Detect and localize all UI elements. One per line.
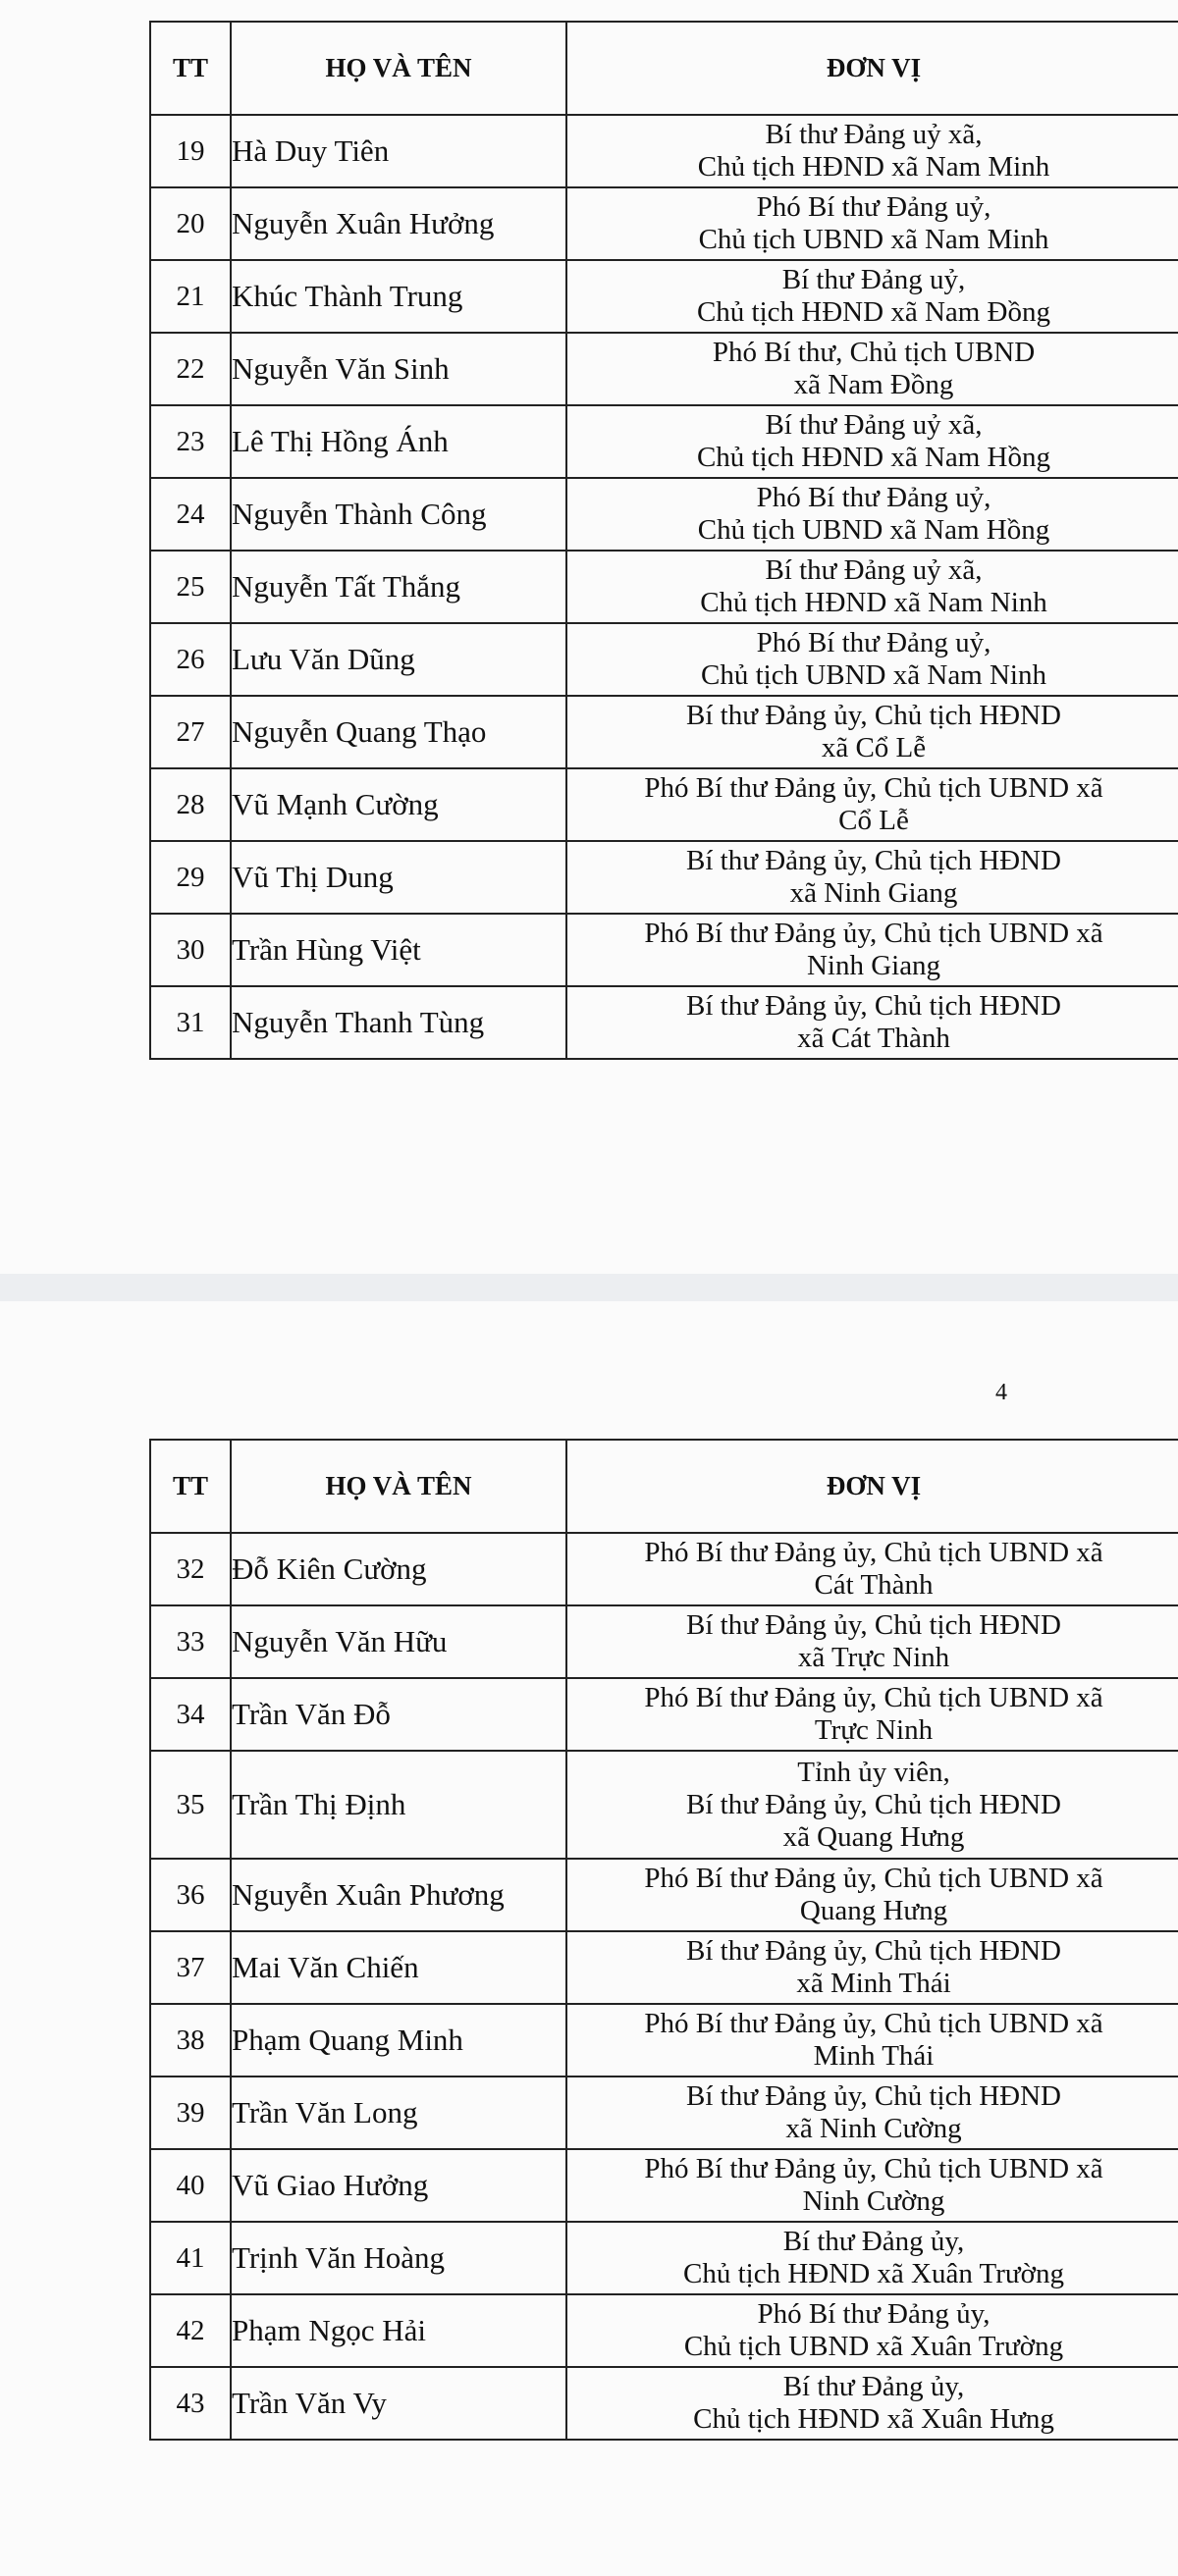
unit-line: Chủ tịch UBND xã Nam Hồng (697, 514, 1050, 546)
person-name: Nguyễn Văn Sinh (231, 333, 566, 405)
unit-line: Bí thư Đảng uỷ, (781, 264, 966, 295)
unit-line: Cát Thành (814, 1569, 934, 1601)
unit-cell (566, 551, 1178, 623)
unit-line: xã Minh Thái (796, 1968, 951, 1999)
person-name: Vũ Giao Hưởng (231, 2149, 566, 2222)
table-row (150, 551, 1178, 623)
row-number: 22 (150, 333, 231, 405)
unit-line: Chủ tịch UBND xã Xuân Trường (683, 2331, 1064, 2362)
roster-table-page-2 (149, 1439, 1178, 2441)
document-page-1 (0, 0, 1178, 1274)
row-number: 35 (150, 1751, 231, 1859)
row-number: 40 (150, 2149, 231, 2222)
row-number: 19 (150, 115, 231, 187)
row-number: 36 (150, 1859, 231, 1931)
person-name: Lưu Văn Dũng (231, 623, 566, 696)
unit-line: Bí thư Đảng ủy, Chủ tịch HĐND (686, 700, 1061, 731)
unit-line: Chủ tịch UBND xã Nam Ninh (701, 659, 1046, 691)
unit-cell (566, 2222, 1178, 2294)
row-number: 33 (150, 1605, 231, 1678)
unit-line: Phó Bí thư Đảng ủy, Chủ tịch UBND xã (644, 918, 1103, 949)
unit-line: Ninh Cường (802, 2185, 945, 2217)
table-row (150, 696, 1178, 768)
unit-cell (566, 986, 1178, 1059)
unit-cell (566, 768, 1178, 841)
header-unit: ĐƠN VỊ (566, 22, 1178, 115)
row-number: 21 (150, 260, 231, 333)
table-row (150, 478, 1178, 551)
table-row (150, 1533, 1178, 1605)
row-number: 38 (150, 2004, 231, 2077)
table-row (150, 1859, 1178, 1931)
unit-line: Bí thư Đảng uỷ xã, (765, 119, 983, 150)
table-row (150, 2077, 1178, 2149)
table-row (150, 2149, 1178, 2222)
table-row (150, 768, 1178, 841)
unit-cell (566, 1859, 1178, 1931)
unit-line: Bí thư Đảng ủy, (782, 2226, 965, 2257)
unit-cell (566, 1931, 1178, 2004)
unit-cell (566, 405, 1178, 478)
table-row (150, 115, 1178, 187)
header-name: HỌ VÀ TÊN (231, 1440, 566, 1533)
person-name: Vũ Mạnh Cường (231, 768, 566, 841)
row-number: 30 (150, 914, 231, 986)
unit-line: xã Nam Đồng (793, 369, 954, 400)
table-row (150, 187, 1178, 260)
person-name: Phạm Quang Minh (231, 2004, 566, 2077)
unit-line: Bí thư Đảng ủy, Chủ tịch HĐND (686, 2080, 1061, 2112)
row-number: 37 (150, 1931, 231, 2004)
row-number: 32 (150, 1533, 231, 1605)
row-number: 28 (150, 768, 231, 841)
unit-line: Bí thư Đảng ủy, Chủ tịch HĐND (686, 990, 1061, 1022)
unit-line: xã Quang Hưng (782, 1820, 965, 1853)
person-name: Trần Văn Vy (231, 2367, 566, 2440)
person-name: Trần Thị Định (231, 1751, 566, 1859)
table-row (150, 405, 1178, 478)
unit-line: Phó Bí thư Đảng ủy, Chủ tịch UBND xã (644, 1537, 1103, 1568)
person-name: Mai Văn Chiến (231, 1931, 566, 2004)
unit-line: Phó Bí thư Đảng ủy, Chủ tịch UBND xã (644, 2153, 1103, 2184)
row-number: 39 (150, 2077, 231, 2149)
unit-line: xã Cát Thành (797, 1023, 950, 1054)
row-number: 43 (150, 2367, 231, 2440)
table-row (150, 986, 1178, 1059)
row-number: 24 (150, 478, 231, 551)
unit-line: Phó Bí thư Đảng uỷ, (756, 191, 991, 223)
unit-cell (566, 2149, 1178, 2222)
unit-line: Bí thư Đảng uỷ xã, (765, 409, 983, 441)
unit-line: Minh Thái (813, 2040, 935, 2072)
person-name: Trần Văn Long (231, 2077, 566, 2149)
table-row (150, 2294, 1178, 2367)
row-number: 27 (150, 696, 231, 768)
person-name: Phạm Ngọc Hải (231, 2294, 566, 2367)
row-number: 23 (150, 405, 231, 478)
row-number: 41 (150, 2222, 231, 2294)
unit-line: Bí thư Đảng ủy, (782, 2371, 965, 2402)
unit-cell (566, 2294, 1178, 2367)
unit-line: Bí thư Đảng ủy, Chủ tịch HĐND (686, 1935, 1061, 1967)
person-name: Nguyễn Văn Hữu (231, 1605, 566, 1678)
unit-line: Phó Bí thư, Chủ tịch UBND (712, 337, 1036, 368)
unit-line: xã Cổ Lễ (821, 732, 927, 763)
unit-line: Chủ tịch HĐND xã Nam Ninh (700, 587, 1047, 618)
unit-cell (566, 2077, 1178, 2149)
unit-line: Trực Ninh (814, 1714, 934, 1746)
unit-line: Bí thư Đảng ủy, Chủ tịch HĐND (686, 1609, 1061, 1641)
table-row (150, 2222, 1178, 2294)
row-number: 42 (150, 2294, 231, 2367)
unit-line: Chủ tịch HĐND xã Nam Hồng (696, 442, 1051, 473)
header-name: HỌ VÀ TÊN (231, 22, 566, 115)
person-name: Khúc Thành Trung (231, 260, 566, 333)
unit-line: Bí thư Đảng uỷ xã, (765, 554, 983, 586)
table-row (150, 333, 1178, 405)
person-name: Nguyễn Quang Thạo (231, 696, 566, 768)
unit-cell (566, 1678, 1178, 1751)
person-name: Hà Duy Tiên (231, 115, 566, 187)
unit-line: xã Trực Ninh (797, 1642, 950, 1673)
person-name: Nguyễn Xuân Phương (231, 1859, 566, 1931)
unit-cell (566, 187, 1178, 260)
table-row (150, 1678, 1178, 1751)
unit-line: Bí thư Đảng ủy, Chủ tịch HĐND (686, 1788, 1061, 1820)
table-row (150, 841, 1178, 914)
person-name: Nguyễn Tất Thắng (231, 551, 566, 623)
unit-line: Phó Bí thư Đảng ủy, Chủ tịch UBND xã (644, 772, 1103, 804)
header-unit: ĐƠN VỊ (566, 1440, 1178, 1533)
unit-line: Tỉnh ủy viên, (797, 1756, 950, 1788)
unit-line: Quang Hưng (799, 1895, 948, 1926)
page-number: 4 (995, 1380, 1007, 1405)
table-row (150, 2367, 1178, 2440)
unit-cell (566, 260, 1178, 333)
unit-cell (566, 623, 1178, 696)
table-row (150, 260, 1178, 333)
unit-line: Chủ tịch HĐND xã Xuân Trường (683, 2258, 1064, 2289)
person-name: Nguyễn Xuân Hưởng (231, 187, 566, 260)
unit-cell (566, 1751, 1178, 1859)
unit-line: Phó Bí thư Đảng ủy, Chủ tịch UBND xã (644, 1682, 1103, 1713)
unit-line: Phó Bí thư Đảng ủy, (757, 2298, 991, 2330)
unit-cell (566, 1605, 1178, 1678)
unit-cell (566, 115, 1178, 187)
person-name: Lê Thị Hồng Ánh (231, 405, 566, 478)
table-row (150, 623, 1178, 696)
unit-line: Cổ Lễ (838, 805, 909, 836)
header-tt: TT (150, 22, 231, 115)
row-number: 34 (150, 1678, 231, 1751)
row-number: 29 (150, 841, 231, 914)
table-row (150, 1751, 1178, 1859)
unit-cell (566, 333, 1178, 405)
unit-line: Phó Bí thư Đảng ủy, Chủ tịch UBND xã (644, 1863, 1103, 1894)
unit-line: Phó Bí thư Đảng ủy, Chủ tịch UBND xã (644, 2008, 1103, 2039)
document-page-2 (0, 1301, 1178, 2576)
person-name: Nguyễn Thành Công (231, 478, 566, 551)
unit-line: Ninh Giang (806, 950, 941, 981)
unit-line: Phó Bí thư Đảng uỷ, (756, 627, 991, 658)
unit-line: Bí thư Đảng ủy, Chủ tịch HĐND (686, 845, 1061, 876)
table-body (150, 115, 1178, 1059)
person-name: Đỗ Kiên Cường (231, 1533, 566, 1605)
unit-line: Chủ tịch HĐND xã Nam Đồng (696, 296, 1051, 328)
row-number: 26 (150, 623, 231, 696)
person-name: Nguyễn Thanh Tùng (231, 986, 566, 1059)
table-row (150, 1605, 1178, 1678)
unit-line: Phó Bí thư Đảng uỷ, (756, 482, 991, 513)
unit-cell (566, 841, 1178, 914)
roster-table-page-1 (149, 21, 1178, 1060)
unit-cell (566, 2004, 1178, 2077)
row-number: 20 (150, 187, 231, 260)
unit-cell (566, 2367, 1178, 2440)
person-name: Vũ Thị Dung (231, 841, 566, 914)
person-name: Trịnh Văn Hoàng (231, 2222, 566, 2294)
table-header-row (150, 1440, 1178, 1533)
unit-cell (566, 1533, 1178, 1605)
person-name: Trần Văn Đỗ (231, 1678, 566, 1751)
table-header-row (150, 22, 1178, 115)
unit-line: Chủ tịch UBND xã Nam Minh (698, 224, 1049, 255)
table-body (150, 1533, 1178, 2440)
person-name: Trần Hùng Việt (231, 914, 566, 986)
unit-line: Chủ tịch HĐND xã Nam Minh (697, 151, 1050, 183)
row-number: 25 (150, 551, 231, 623)
unit-cell (566, 696, 1178, 768)
header-tt: TT (150, 1440, 231, 1533)
page-separator (0, 1274, 1178, 1301)
table-row (150, 1931, 1178, 2004)
unit-line: Chủ tịch HĐND xã Xuân Hưng (693, 2403, 1054, 2435)
unit-cell (566, 478, 1178, 551)
table-row (150, 914, 1178, 986)
unit-line: xã Ninh Cường (785, 2113, 962, 2144)
row-number: 31 (150, 986, 231, 1059)
table-row (150, 2004, 1178, 2077)
unit-cell (566, 914, 1178, 986)
unit-line: xã Ninh Giang (789, 877, 958, 909)
